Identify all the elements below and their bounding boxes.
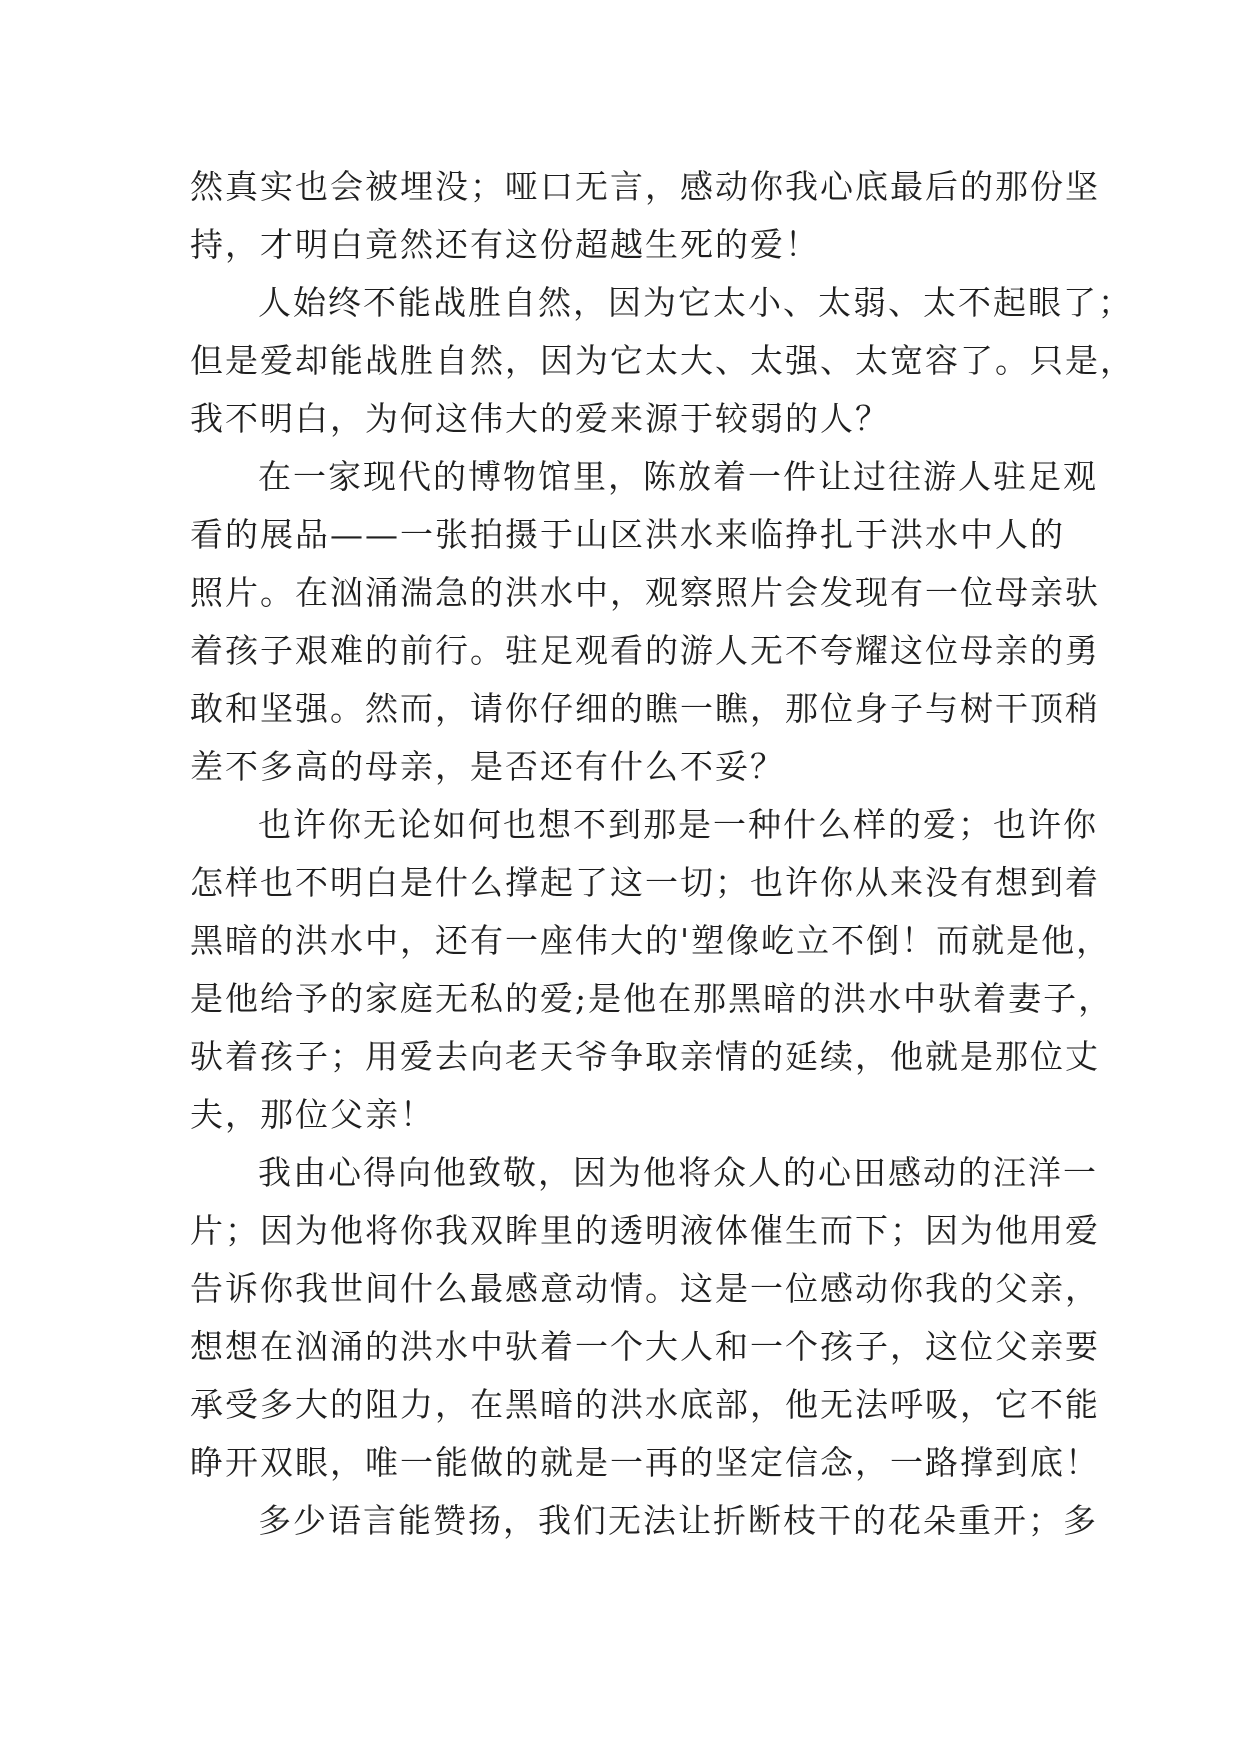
text-line: 持，才明白竟然还有这份超越生死的爱！ bbox=[190, 225, 820, 264]
text-line: 看的展品——一张拍摄于山区洪水来临挣扎于洪水中人的 bbox=[190, 515, 1065, 554]
text-line: 睁开双眼，唯一能做的就是一再的坚定信念，一路撑到底！ bbox=[190, 1443, 1100, 1482]
paragraph-start-line: 在一家现代的博物馆里，陈放着一件让过往游人驻足观 bbox=[258, 457, 1098, 496]
text-line: 然真实也会被埋没；哑口无言，感动你我心底最后的那份坚 bbox=[190, 167, 1100, 206]
text-line: 想想在汹涌的洪水中驮着一个大人和一个孩子，这位父亲要 bbox=[190, 1327, 1100, 1366]
text-line: 差不多高的母亲，是否还有什么不妥？ bbox=[190, 747, 785, 786]
text-line: 敢和坚强。然而，请你仔细的瞧一瞧，那位身子与树干顶稍 bbox=[190, 689, 1100, 728]
text-line: 着孩子艰难的前行。驻足观看的游人无不夸耀这位母亲的勇 bbox=[190, 631, 1100, 670]
paragraph-start-line: 多少语言能赞扬，我们无法让折断枝干的花朵重开；多 bbox=[258, 1501, 1098, 1540]
text-line: 承受多大的阻力，在黑暗的洪水底部，他无法呼吸，它不能 bbox=[190, 1385, 1100, 1424]
paragraph-start-line: 也许你无论如何也想不到那是一种什么样的爱；也许你 bbox=[258, 805, 1098, 844]
text-line: 但是爱却能战胜自然，因为它太大、太强、太宽容了。只是， bbox=[190, 341, 1135, 380]
paragraph-start-line: 人始终不能战胜自然，因为它太小、太弱、太不起眼了； bbox=[258, 283, 1133, 322]
text-line: 黑暗的洪水中，还有一座伟大的'塑像屹立不倒！而就是他， bbox=[190, 921, 1112, 960]
text-line: 照片。在汹涌湍急的洪水中，观察照片会发现有一位母亲驮 bbox=[190, 573, 1100, 612]
document-body-text bbox=[190, 158, 1135, 1550]
text-line: 片；因为他将你我双眸里的透明液体催生而下；因为他用爱 bbox=[190, 1211, 1100, 1250]
text-line: 夫，那位父亲！ bbox=[190, 1095, 435, 1134]
text-line: 告诉你我世间什么最感意动情。这是一位感动你我的父亲， bbox=[190, 1269, 1100, 1308]
text-line: 我不明白，为何这伟大的爱来源于较弱的人？ bbox=[190, 399, 890, 438]
text-line: 驮着孩子；用爱去向老天爷争取亲情的延续，他就是那位丈 bbox=[190, 1037, 1100, 1076]
paragraph-start-line: 我由心得向他致敬，因为他将众人的心田感动的汪洋一 bbox=[258, 1153, 1098, 1192]
text-line: 是他给予的家庭无私的爱;是他在那黑暗的洪水中驮着妻子， bbox=[190, 979, 1114, 1018]
text-line: 怎样也不明白是什么撑起了这一切；也许你从来没有想到着 bbox=[190, 863, 1100, 902]
